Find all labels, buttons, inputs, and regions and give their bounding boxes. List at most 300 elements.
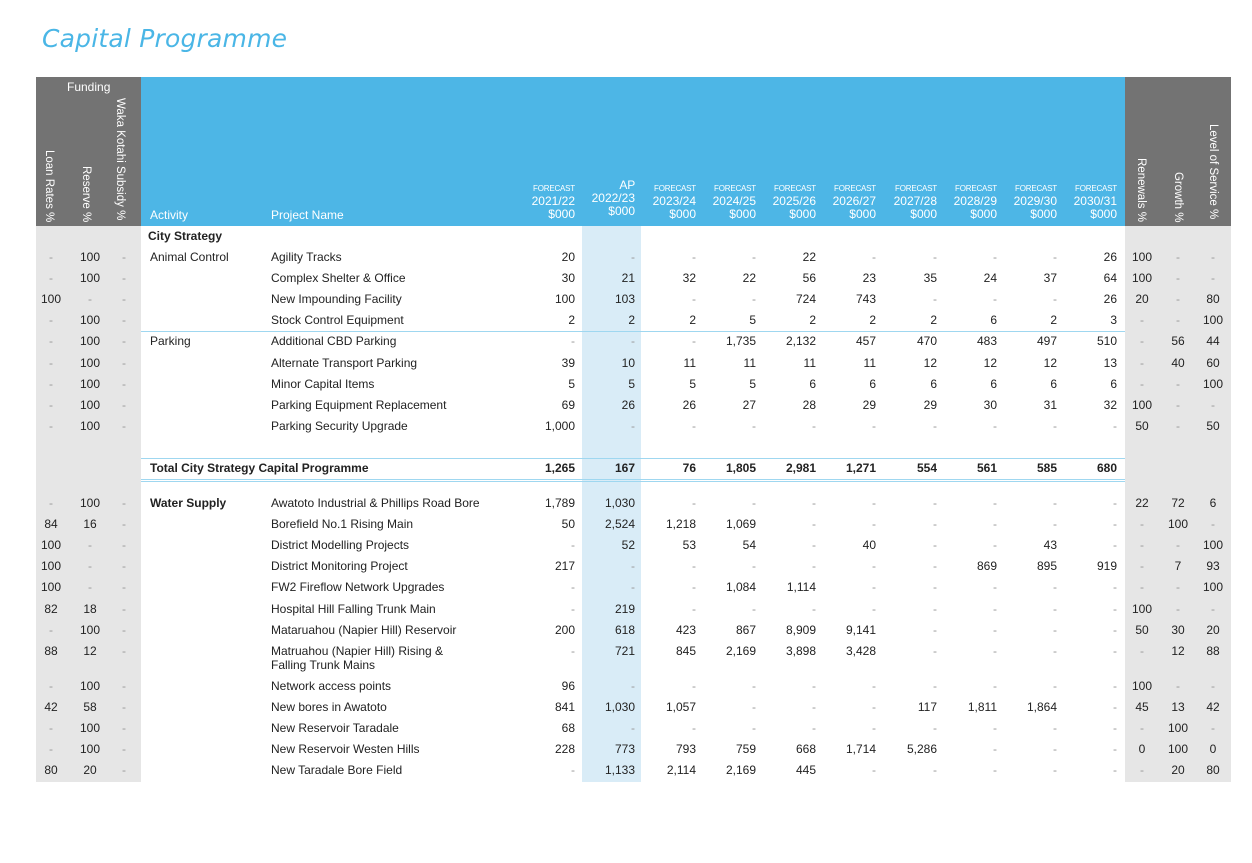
activity-cell: Water Supply (150, 496, 227, 510)
purpose-cell: 44 (1206, 334, 1220, 349)
value-cell: 6 (1110, 376, 1117, 391)
value-cell: 21 (621, 271, 635, 286)
year-header-2028-29: FORECAST 2028/29 $000 (953, 184, 997, 221)
table-row (0, 416, 1252, 437)
value-cell: 483 (976, 334, 997, 349)
funding-cell: - (49, 622, 53, 637)
funding-cell: 100 (79, 313, 101, 328)
purpose-cell: 100 (1167, 720, 1189, 735)
value-cell: - (993, 250, 997, 264)
value-cell: 11 (803, 355, 816, 370)
table-row (0, 268, 1252, 289)
funding-cell: 100 (40, 538, 62, 553)
value-cell: 1,735 (725, 334, 756, 349)
value-cell: - (692, 601, 696, 616)
project-name-cell: Hospital Hill Falling Trunk Main (271, 601, 436, 616)
purpose-cell: 0 (1138, 742, 1146, 756)
table-row (0, 760, 1252, 781)
purpose-cell: 45 (1135, 699, 1149, 714)
value-cell: 2 (809, 313, 816, 328)
project-name-cell: Alternate Transport Parking (271, 355, 418, 370)
value-cell: - (933, 763, 937, 778)
funding-cell: - (122, 397, 126, 412)
value-cell: 470 (916, 334, 937, 349)
value-cell: 26 (1103, 292, 1117, 307)
value-cell: - (812, 601, 816, 616)
purpose-cell: 20 (1135, 292, 1149, 307)
table-row (0, 620, 1252, 641)
value-cell: - (993, 538, 997, 553)
value-cell: 5 (689, 376, 696, 391)
table-row (0, 718, 1252, 739)
funding-cell: 100 (79, 355, 101, 370)
value-cell: 43 (1043, 538, 1057, 553)
funding-cell: 100 (79, 250, 101, 264)
value-cell: 1,714 (845, 742, 876, 756)
project-name-cell: Stock Control Equipment (271, 313, 404, 328)
value-cell: 12 (983, 355, 997, 370)
value-cell: 56 (802, 271, 816, 286)
value-cell: 423 (675, 622, 696, 637)
value-cell: 2,169 (725, 643, 756, 658)
table-row (0, 493, 1252, 514)
project-name-cell: Awatoto Industrial & Phillips Road Bore (271, 496, 480, 510)
purpose-cell: - (1140, 643, 1144, 658)
value-cell: 11 (743, 355, 756, 370)
value-cell: 1,114 (786, 580, 816, 595)
funding-cell: 42 (44, 699, 58, 714)
value-cell: 5 (749, 376, 756, 391)
value-cell: 1,069 (725, 517, 756, 532)
purpose-cell: 100 (1131, 271, 1153, 286)
total-value-cell: 76 (682, 461, 696, 475)
value-cell: - (1113, 418, 1117, 433)
table-row (0, 697, 1252, 718)
value-cell: - (692, 418, 696, 433)
purpose-cell: - (1176, 376, 1180, 391)
funding-cell: - (49, 742, 53, 756)
value-cell: - (1113, 678, 1117, 693)
value-cell: 68 (561, 720, 575, 735)
value-cell: - (1053, 250, 1057, 264)
value-cell: 23 (862, 271, 876, 286)
total-value-cell: 2,981 (785, 461, 816, 475)
value-cell: 1,084 (725, 580, 756, 595)
purpose-cell: 60 (1206, 355, 1220, 370)
value-cell: - (1053, 678, 1057, 693)
value-cell: - (872, 559, 876, 574)
funding-cell: - (122, 313, 126, 328)
purpose-cell: 100 (1167, 517, 1189, 532)
total-label: Total City Strategy Capital Programme (150, 461, 369, 475)
value-cell: - (692, 720, 696, 735)
value-cell: 5 (568, 376, 575, 391)
purpose-cell: - (1140, 720, 1144, 735)
purpose-cell: 93 (1206, 559, 1220, 574)
purpose-cell: - (1176, 580, 1180, 595)
purpose-cell: 22 (1135, 496, 1149, 510)
value-cell: - (812, 418, 816, 433)
value-cell: 743 (855, 292, 876, 307)
value-cell: - (631, 580, 635, 595)
value-cell: 10 (621, 355, 635, 370)
table-row (0, 535, 1252, 556)
value-cell: - (872, 580, 876, 595)
value-cell: - (692, 292, 696, 307)
project-name-cell: District Monitoring Project (271, 559, 408, 574)
funding-cell: - (49, 271, 53, 286)
value-cell: - (631, 250, 635, 264)
funding-cell: - (49, 334, 53, 349)
total-value-cell: 680 (1096, 461, 1117, 475)
funding-cell: 100 (79, 376, 101, 391)
value-cell: 27 (742, 397, 756, 412)
purpose-cell: - (1140, 580, 1144, 595)
project-name-cell: Minor Capital Items (271, 376, 375, 391)
row-divider (141, 479, 1125, 480)
value-cell: - (692, 334, 696, 349)
value-cell: 6 (990, 376, 997, 391)
funding-cell: - (122, 292, 126, 307)
purpose-cell: 50 (1206, 418, 1220, 433)
value-cell: - (993, 418, 997, 433)
value-cell: 1,030 (604, 699, 635, 714)
value-cell: - (933, 517, 937, 532)
value-cell: - (1053, 643, 1057, 658)
table-row (0, 641, 1252, 672)
purpose-cell: 100 (1167, 742, 1189, 756)
value-cell: 12 (923, 355, 937, 370)
value-cell: - (933, 643, 937, 658)
value-cell: - (1053, 720, 1057, 735)
value-cell: 2 (930, 313, 937, 328)
funding-cell: 20 (83, 763, 97, 778)
value-cell: 1,057 (665, 699, 696, 714)
purpose-cell: 100 (1202, 538, 1224, 553)
value-cell: - (692, 496, 696, 510)
value-cell: - (692, 250, 696, 264)
purpose-cell: 100 (1202, 313, 1224, 328)
value-cell: 69 (561, 397, 575, 412)
value-cell: - (812, 678, 816, 693)
value-cell: 30 (983, 397, 997, 412)
purpose-cell: 13 (1171, 699, 1185, 714)
value-cell: 22 (742, 271, 756, 286)
project-name-cell: New Taradale Bore Field (271, 763, 403, 778)
funding-cell: - (122, 601, 126, 616)
value-cell: 895 (1036, 559, 1057, 574)
value-cell: 497 (1036, 334, 1057, 349)
purpose-cell: - (1211, 517, 1215, 532)
purpose-cell: 12 (1171, 643, 1185, 658)
funding-cell: - (49, 355, 53, 370)
purpose-cell: - (1176, 292, 1180, 307)
value-cell: - (993, 678, 997, 693)
project-name-cell: New Reservoir Taradale (271, 720, 399, 735)
value-cell: 1,218 (665, 517, 696, 532)
value-cell: 219 (614, 601, 635, 616)
value-cell: 22 (802, 250, 816, 264)
value-cell: 724 (795, 292, 816, 307)
funding-cell: 100 (79, 622, 101, 637)
value-cell: 1,789 (544, 496, 575, 510)
purpose-cell: - (1140, 559, 1144, 574)
purpose-cell: - (1176, 418, 1180, 433)
funding-cell: - (122, 742, 126, 756)
value-cell: 5,286 (906, 742, 937, 756)
value-cell: - (1053, 517, 1057, 532)
funding-cell: - (49, 313, 53, 328)
value-cell: 50 (561, 517, 575, 532)
project-name-cell: Parking Equipment Replacement (271, 397, 447, 412)
value-cell: 26 (621, 397, 635, 412)
value-cell: - (812, 559, 816, 574)
project-name-cell: New Reservoir Westen Hills (271, 742, 420, 756)
funding-cell: - (122, 517, 126, 532)
value-cell: - (872, 763, 876, 778)
purpose-cell: - (1211, 271, 1215, 286)
funding-cell: - (122, 376, 126, 391)
purpose-cell: 0 (1209, 742, 1217, 756)
purpose-cell: 20 (1171, 763, 1185, 778)
value-cell: - (631, 334, 635, 349)
value-cell: - (1113, 601, 1117, 616)
total-value-cell: 1,271 (845, 461, 876, 475)
value-cell: - (872, 250, 876, 264)
funding-cell: - (122, 250, 126, 264)
value-cell: 841 (554, 699, 575, 714)
value-cell: 37 (1043, 271, 1057, 286)
total-row (0, 458, 1252, 479)
value-cell: - (571, 580, 575, 595)
value-cell: - (993, 496, 997, 510)
value-cell: 20 (561, 250, 575, 264)
funding-cell: 100 (79, 271, 101, 286)
purpose-cell: - (1140, 538, 1144, 553)
value-cell: - (631, 678, 635, 693)
funding-cell: 58 (83, 699, 97, 714)
row-divider (141, 481, 1125, 482)
value-cell: 668 (795, 742, 816, 756)
purpose-cell: - (1211, 397, 1215, 412)
section-label: City Strategy (148, 229, 223, 243)
funding-cell: 100 (79, 742, 101, 756)
renewals-header: Renewals % (1135, 158, 1147, 222)
total-value-cell: 561 (976, 461, 997, 475)
funding-cell: - (122, 678, 126, 693)
activity-cell: Animal Control (150, 250, 229, 264)
value-cell: - (993, 292, 997, 307)
funding-cell: - (122, 355, 126, 370)
loan-rates-header: Loan Rates % (43, 150, 55, 223)
value-cell: - (1053, 418, 1057, 433)
waka-kotahi-header: Waka Kotahi Subsidy % (114, 98, 126, 221)
total-value-cell: 554 (916, 461, 937, 475)
purpose-cell: 100 (1131, 601, 1153, 616)
purpose-cell: 100 (1202, 580, 1224, 595)
value-cell: 510 (1096, 334, 1117, 349)
year-header-2026-27: FORECAST 2026/27 $000 (832, 184, 876, 221)
funding-cell: - (49, 250, 53, 264)
reserve-header: Reserve % (80, 166, 92, 223)
funding-cell: - (49, 678, 53, 693)
funding-cell: 12 (83, 643, 97, 658)
value-cell: 5 (628, 376, 635, 391)
purpose-cell: - (1140, 517, 1144, 532)
funding-cell: - (122, 271, 126, 286)
purpose-cell: 30 (1171, 622, 1185, 637)
purpose-cell: 80 (1206, 292, 1220, 307)
purpose-cell: 6 (1209, 496, 1217, 510)
value-cell: - (933, 559, 937, 574)
value-cell: 919 (1096, 559, 1117, 574)
funding-cell: - (49, 418, 53, 433)
year-header-2030-31: FORECAST 2030/31 $000 (1073, 184, 1117, 221)
value-cell: - (1053, 601, 1057, 616)
purpose-cell: 40 (1171, 355, 1185, 370)
purpose-cell: - (1140, 763, 1144, 778)
project-name-cell: Network access points (271, 678, 392, 693)
value-cell: 100 (554, 292, 575, 307)
purpose-cell: 100 (1131, 250, 1153, 264)
value-cell: 2 (869, 313, 876, 328)
value-cell: - (872, 601, 876, 616)
activity-cell: Parking (150, 334, 191, 349)
section-heading (0, 226, 1252, 247)
project-name-cell: District Modelling Projects (271, 538, 410, 553)
value-cell: 845 (675, 643, 696, 658)
purpose-cell: - (1176, 313, 1180, 328)
value-cell: - (571, 601, 575, 616)
total-value-cell: 167 (614, 461, 635, 475)
value-cell: 5 (749, 313, 756, 328)
value-cell: - (812, 699, 816, 714)
project-name-cell: Agility Tracks (271, 250, 342, 264)
value-cell: - (872, 517, 876, 532)
value-cell: - (1053, 292, 1057, 307)
value-cell: 117 (917, 699, 937, 714)
value-cell: - (752, 699, 756, 714)
value-cell: - (933, 292, 937, 307)
purpose-cell: 42 (1206, 699, 1220, 714)
purpose-cell: 72 (1171, 496, 1185, 510)
table-row (0, 577, 1252, 598)
funding-cell: - (88, 580, 92, 595)
table-row (0, 310, 1252, 331)
value-cell: 1,864 (1026, 699, 1057, 714)
funding-cell: - (122, 763, 126, 778)
value-cell: - (1113, 763, 1117, 778)
value-cell: 228 (554, 742, 575, 756)
value-cell: - (1053, 622, 1057, 637)
project-name-cell: Parking Security Upgrade (271, 418, 408, 433)
value-cell: - (1113, 622, 1117, 637)
value-cell: - (752, 496, 756, 510)
purpose-cell: 88 (1206, 643, 1220, 658)
level-of-service-header: Level of Service % (1207, 124, 1219, 220)
table-row (0, 374, 1252, 395)
value-cell: 217 (554, 559, 575, 574)
purpose-cell: - (1140, 376, 1144, 391)
value-cell: 64 (1103, 271, 1117, 286)
value-cell: - (812, 720, 816, 735)
funding-cell: - (122, 418, 126, 433)
value-cell: - (752, 250, 756, 264)
table-row (0, 353, 1252, 374)
value-cell: 28 (802, 397, 816, 412)
value-cell: - (631, 559, 635, 574)
value-cell: - (571, 538, 575, 553)
value-cell: 2 (628, 313, 635, 328)
purpose-cell: 56 (1171, 334, 1185, 349)
value-cell: 39 (561, 355, 575, 370)
value-cell: - (933, 418, 937, 433)
value-cell: - (752, 720, 756, 735)
value-cell: - (872, 699, 876, 714)
value-cell: - (933, 250, 937, 264)
table-row (0, 676, 1252, 697)
value-cell: - (571, 763, 575, 778)
value-cell: 2 (568, 313, 575, 328)
purpose-cell: 20 (1206, 622, 1220, 637)
value-cell: 35 (923, 271, 937, 286)
value-cell: - (692, 580, 696, 595)
value-cell: - (993, 622, 997, 637)
funding-cell: 100 (79, 496, 101, 510)
value-cell: - (1113, 580, 1117, 595)
funding-cell: - (49, 397, 53, 412)
funding-cell: 18 (83, 601, 97, 616)
value-cell: - (631, 720, 635, 735)
value-cell: 3,898 (785, 643, 816, 658)
value-cell: - (1053, 580, 1057, 595)
project-name-header: Project Name (271, 208, 344, 222)
value-cell: - (993, 643, 997, 658)
funding-cell: 100 (40, 292, 62, 307)
value-cell: - (1113, 720, 1117, 735)
project-name-cell: FW2 Fireflow Network Upgrades (271, 580, 445, 595)
value-cell: - (812, 538, 816, 553)
funding-cell: 88 (44, 643, 58, 658)
funding-cell: 80 (44, 763, 58, 778)
year-header-2025-26: FORECAST 2025/26 $000 (772, 184, 816, 221)
value-cell: - (933, 720, 937, 735)
value-cell: 13 (1103, 355, 1117, 370)
value-cell: - (1113, 517, 1117, 532)
project-name-cell: Complex Shelter & Office (271, 271, 406, 286)
value-cell: - (933, 601, 937, 616)
funding-cell: 84 (44, 517, 58, 532)
value-cell: 793 (675, 742, 696, 756)
funding-cell: - (49, 376, 53, 391)
value-cell: 721 (614, 643, 635, 658)
value-cell: - (872, 496, 876, 510)
value-cell: 6 (930, 376, 937, 391)
funding-cell: - (122, 559, 126, 574)
value-cell: - (631, 418, 635, 433)
purpose-cell: 100 (1202, 376, 1224, 391)
funding-cell: - (122, 720, 126, 735)
value-cell: 96 (561, 678, 575, 693)
value-cell: - (571, 643, 575, 658)
value-cell: 26 (1103, 250, 1117, 264)
value-cell: 29 (862, 397, 876, 412)
value-cell: 867 (735, 622, 756, 637)
value-cell: - (993, 601, 997, 616)
purpose-cell: 50 (1135, 418, 1149, 433)
value-cell: 3,428 (845, 643, 876, 658)
value-cell: - (692, 678, 696, 693)
